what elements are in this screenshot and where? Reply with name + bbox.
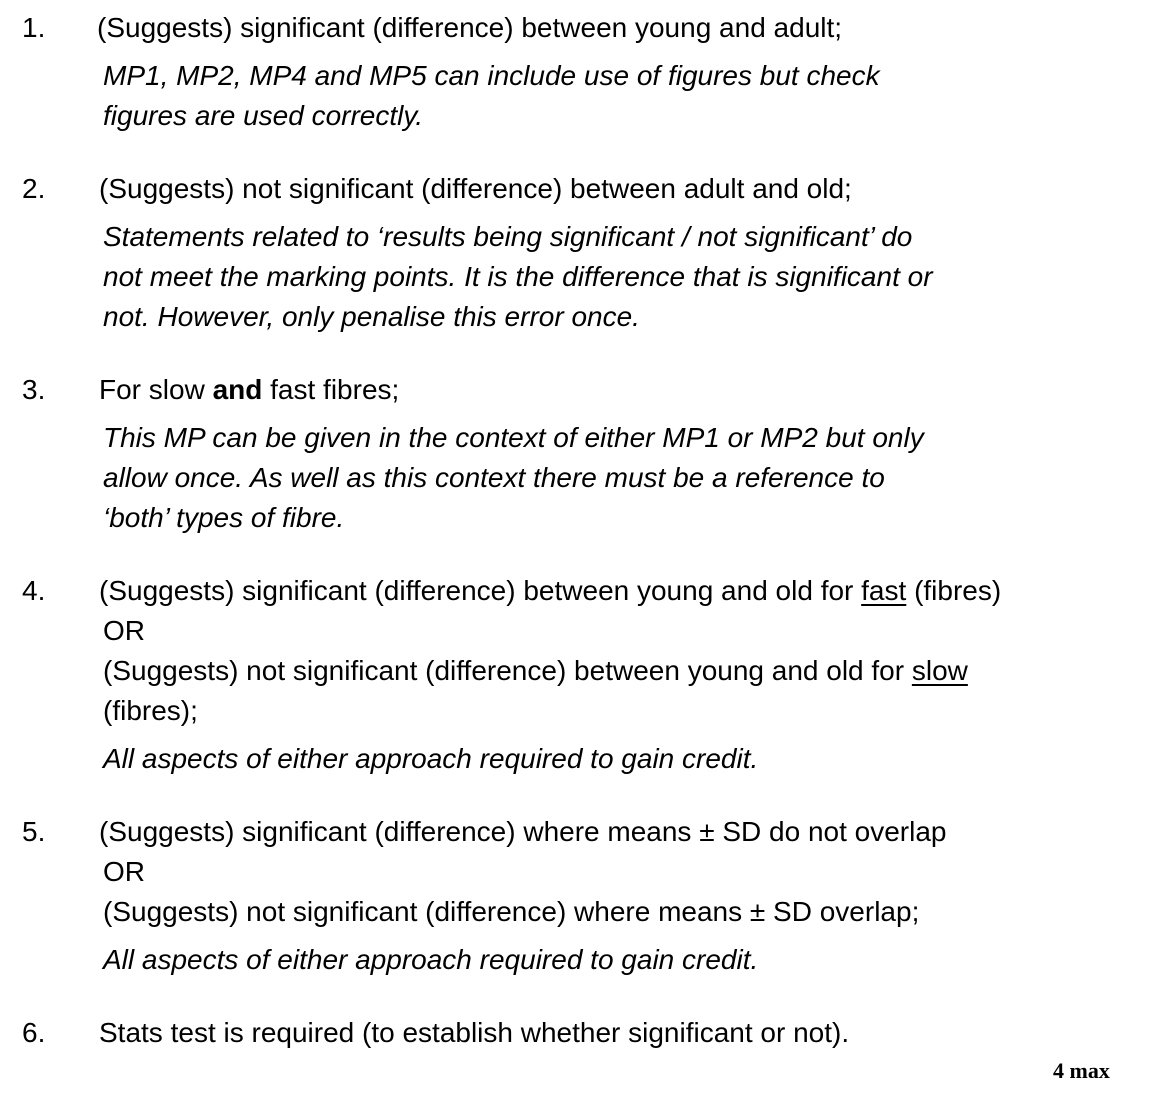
guidance-note: not. However, only penalise this error once. xyxy=(103,301,640,332)
marking-point-number: 3. xyxy=(22,374,46,405)
guidance-note: All aspects of either approach required to gain credit. xyxy=(103,743,759,774)
guidance-note: MP1, MP2, MP4 and MP5 can include use of figures but check xyxy=(103,60,880,91)
or-separator: OR xyxy=(103,856,145,887)
guidance-note: All aspects of either approach required to gain credit. xyxy=(103,944,759,975)
marking-point-number: 1. xyxy=(22,12,46,43)
text-segment: (Suggests) significant (difference) between young and old for xyxy=(99,575,862,606)
max-marks-label: 4 max xyxy=(1053,1058,1110,1083)
bold-emphasis: and xyxy=(212,374,263,405)
text-segment: (fibres) xyxy=(906,575,1002,606)
underlined-emphasis: slow xyxy=(911,655,968,686)
marking-point-number: 5. xyxy=(22,816,46,847)
guidance-note: not meet the marking points. It is the difference that is significant or xyxy=(103,261,933,292)
underlined-emphasis: fast xyxy=(861,575,907,606)
marking-point-text: (Suggests) significant (difference) between young and adult; xyxy=(97,12,843,43)
guidance-note: figures are used correctly. xyxy=(103,100,424,131)
marking-point-text: (Suggests) not significant (difference) between adult and old; xyxy=(99,173,852,204)
or-separator: OR xyxy=(103,615,145,646)
guidance-note: This MP can be given in the context of either MP1 or MP2 but only xyxy=(103,422,924,453)
marking-point-text xyxy=(99,571,1001,611)
marking-point-text: Stats test is required (to establish whether significant or not). xyxy=(99,1017,850,1048)
guidance-note: Statements related to ‘results being significant / not significant’ do xyxy=(103,221,913,252)
guidance-note: allow once. As well as this context there must be a reference to xyxy=(103,462,885,493)
marking-point-text: (Suggests) significant (difference) where means ± SD do not overlap xyxy=(99,816,947,847)
marking-point-text xyxy=(99,370,399,410)
marking-point-text xyxy=(103,651,968,691)
marking-point-text: (Suggests) not significant (difference) where means ± SD overlap; xyxy=(103,896,920,927)
marking-point-text: (fibres); xyxy=(103,695,198,726)
text-segment: For slow xyxy=(99,374,213,405)
marking-point-number: 6. xyxy=(22,1017,46,1048)
marking-point-number: 4. xyxy=(22,575,46,606)
text-segment: fast fibres; xyxy=(262,374,400,405)
guidance-note: ‘both’ types of fibre. xyxy=(103,502,345,533)
text-segment: (Suggests) not significant (difference) between young and old for xyxy=(103,655,912,686)
marking-point-number: 2. xyxy=(22,173,46,204)
